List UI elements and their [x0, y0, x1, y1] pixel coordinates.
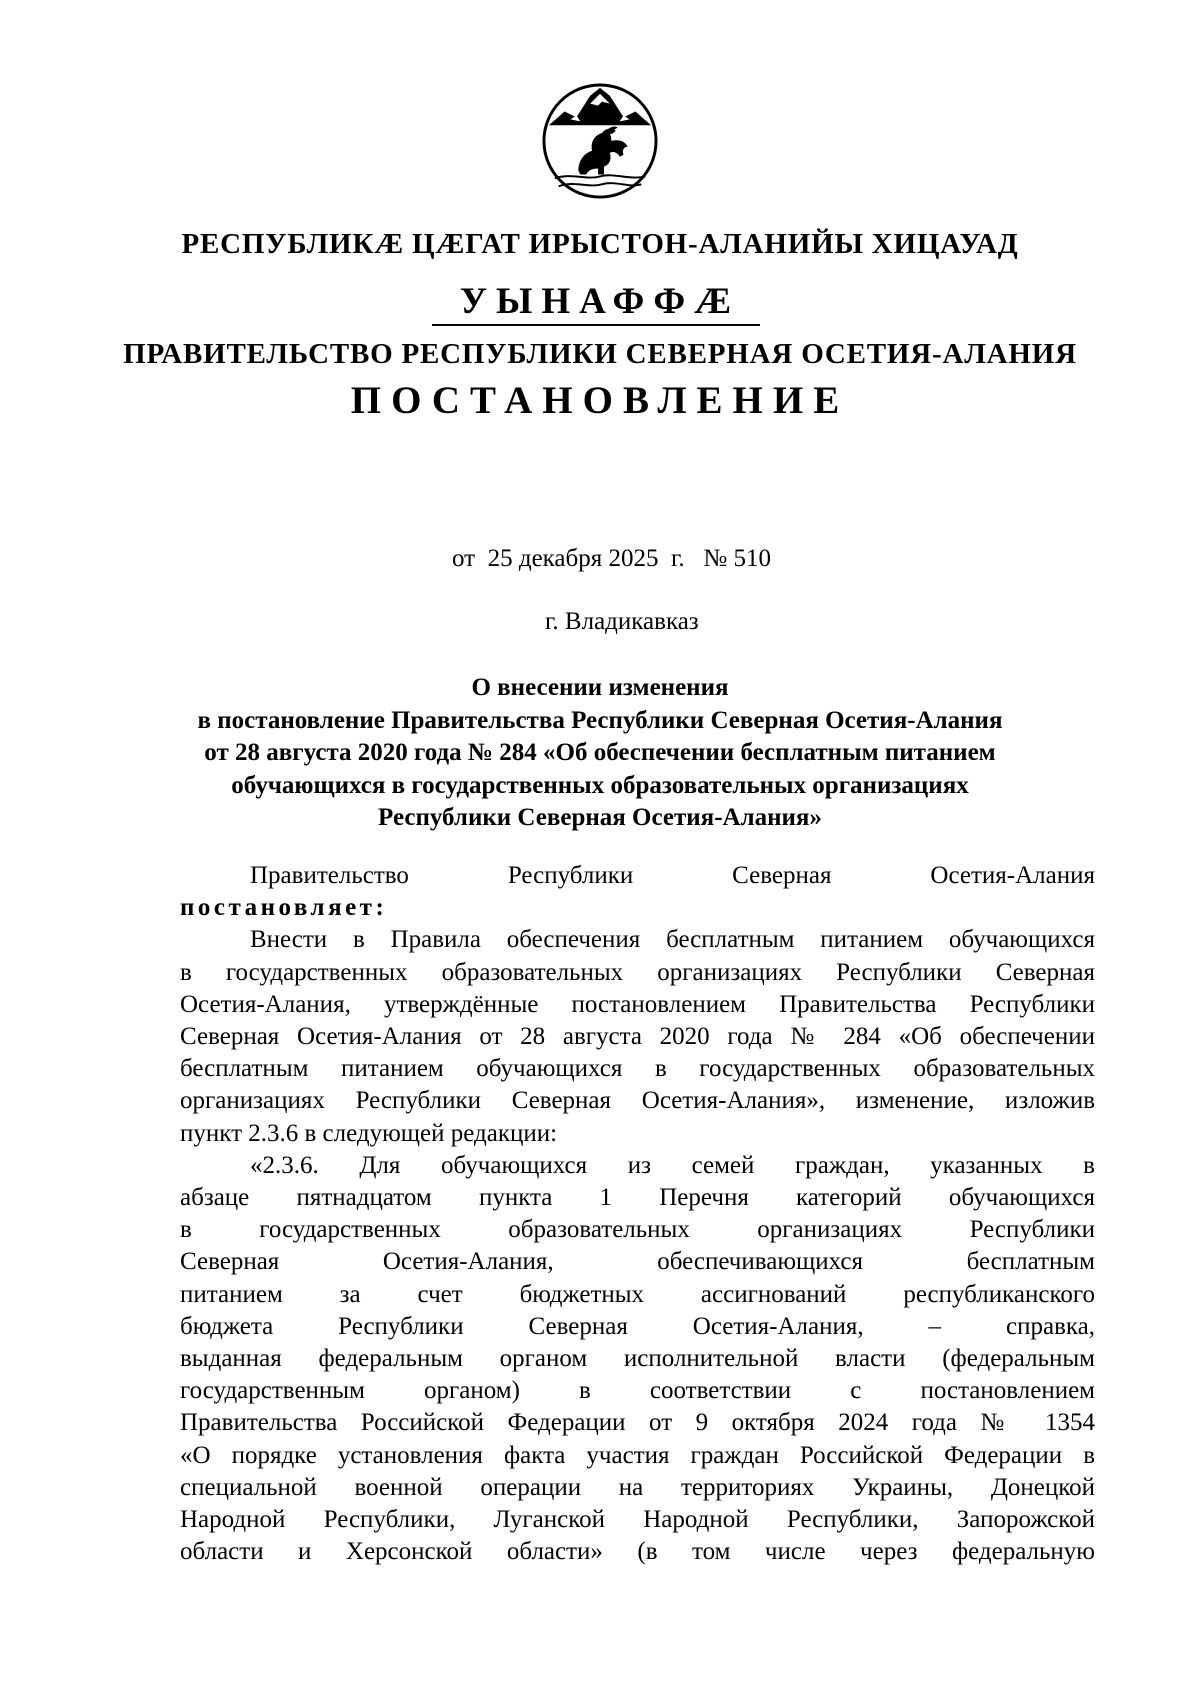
paragraph-line: Северная Осетия-Алания, обеспечивающихся бесплатным [180, 1248, 1095, 1276]
title-line: Республики Северная Осетия-Алания» [378, 804, 822, 831]
preamble-verb [180, 892, 1095, 924]
paragraph-line: в государственных образовательных организациях Республики Северная [180, 958, 1095, 986]
paragraph-line: бюджета Республики Северная Осетия-Алания, – справка, [180, 1312, 1095, 1340]
paragraph-line: в государственных образовательных организациях Республики [180, 1216, 1095, 1244]
paragraph-line: «2.3.6. Для обучающихся из семей граждан, указанных в [250, 1151, 1095, 1179]
document-city: г. Владикавказ [545, 608, 699, 635]
paragraph-line: Северная Осетия-Алания от 28 августа 2020 года № 284 «Об обеспечении [180, 1023, 1095, 1051]
title-line: от 28 августа 2020 года № 284 «Об обеспечении бесплатным питанием [204, 739, 996, 766]
paragraph-line: выданная федеральным органом исполнительной власти (федеральным [180, 1345, 1095, 1373]
paragraph-line: бесплатным питанием обучающихся в государственных образовательных [180, 1055, 1095, 1083]
paragraph-line: «О порядке установления факта участия граждан Российской Федерации в [180, 1441, 1095, 1469]
ossetian-government-heading: РЕСПУБЛИКӔ ЦӔГАТ ИРЫСТОН-АЛАНИЙЫ ХИЦАУАД [181, 228, 1019, 260]
paragraph-line: специальной военной операции на территориях Украины, Донецкой [180, 1473, 1095, 1501]
document-date-number: от 25 декабря 2025 г. № 510 [452, 545, 772, 572]
paragraph-line: государственным органом) в соответствии с постановлением [180, 1377, 1095, 1405]
paragraph-line: Осетия-Алания, утверждённые постановлением Правительства Республики [180, 990, 1095, 1018]
paragraph-line: Народной Республики, Луганской Народной Республики, Запорожской [180, 1506, 1095, 1534]
preamble-line: Правительство Республики Северная Осетия-Алания [250, 862, 1095, 889]
paragraph-line: питанием за счет бюджетных ассигнований республиканского [180, 1280, 1095, 1308]
document-title [150, 672, 1050, 835]
north-ossetia-coat-of-arms-emblem [541, 82, 659, 202]
title-line: О внесении изменения [471, 674, 729, 701]
paragraph-line: Правительства Российской Федерации от 9 октября 2024 года № 1354 [180, 1409, 1095, 1437]
paragraph-line: абзаце пятнадцатом пункта 1 Перечня категорий обучающихся [180, 1184, 1095, 1212]
header-underline [432, 324, 760, 326]
russian-government-heading: ПРАВИТЕЛЬСТВО РЕСПУБЛИКИ СЕВЕРНАЯ ОСЕТИЯ-АЛАНИЯ [123, 338, 1077, 370]
resolves-word: постановляет: [180, 894, 388, 922]
document-body [180, 860, 1095, 1568]
paragraph-line: пункт 2.3.6 в следующей редакции: [180, 1119, 558, 1147]
russian-document-type: ПОСТАНОВЛЕНИЕ [350, 379, 850, 422]
ossetian-document-type: УЫНАФФӔ [459, 281, 741, 322]
paragraph-line: Внести в Правила обеспечения бесплатным питанием обучающихся [250, 926, 1095, 954]
paragraph-line: области и Херсонской области» (в том числе через федеральную [180, 1538, 1095, 1566]
title-line: в постановление Правительства Республики Северная Осетия-Алания [197, 706, 1003, 734]
paragraph-line: организациях Республики Северная Осетия-Алания», изменение, изложив [180, 1087, 1095, 1115]
title-line: обучающихся в государственных образовательных организациях [231, 771, 969, 799]
